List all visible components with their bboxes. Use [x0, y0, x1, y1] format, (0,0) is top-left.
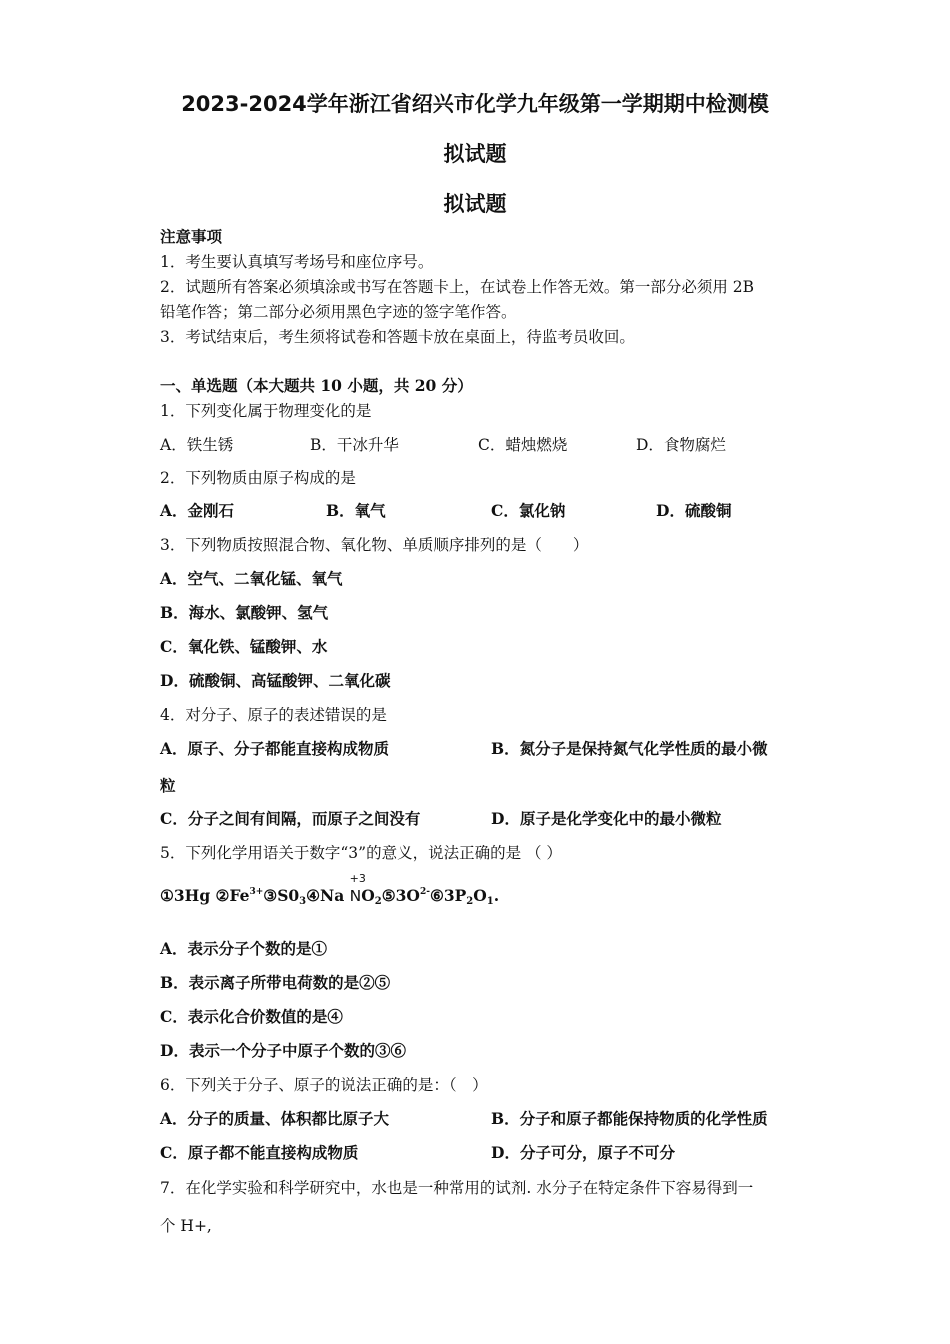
- formula-part-4: O: [361, 886, 375, 905]
- notice-item-2-cont: 铅笔作答；第二部分必须用黑色字迹的签字笔作答。: [160, 303, 517, 321]
- notice-item-3: 3．考试结束后，考生须将试卷和答题卡放在桌面上，待监考员收回。: [160, 328, 635, 346]
- notice-heading: 注意事项: [160, 227, 223, 246]
- formula-part-1: ①3Hg ②Fe: [160, 886, 250, 905]
- q5-formula: [160, 872, 500, 907]
- exam-title-line3: 拟试题: [443, 192, 507, 216]
- q1-option-c: C．蜡烛燃烧: [478, 436, 568, 454]
- exam-title-line2: 拟试题: [443, 142, 507, 166]
- formula-part-6: ⑥3P: [429, 886, 467, 905]
- q6-option-c: C．原子都不能直接构成物质: [160, 1143, 359, 1162]
- p-subscript: 2: [466, 896, 474, 907]
- formula-part-3: ④Na: [306, 886, 350, 905]
- q2-option-b: B．氧气: [326, 501, 386, 520]
- valence-mark: +3: [349, 872, 366, 885]
- exam-title-line1: 2023-2024学年浙江省绍兴市化学九年级第一学期期中检测模: [181, 92, 769, 116]
- q4-stem: 4．对分子、原子的表述错误的是: [160, 706, 387, 724]
- q1-option-d: D．食物腐烂: [636, 436, 726, 454]
- notice-item-1: 1．考生要认真填写考场号和座位序号。: [160, 253, 434, 271]
- q2-option-d: D．硫酸铜: [656, 501, 732, 520]
- q7-stem-line2: 个 H+,: [160, 1217, 212, 1235]
- formula-part-7: O: [473, 886, 487, 905]
- q5-option-a: A．表示分子个数的是①: [160, 939, 328, 958]
- o2-subscript: 1: [486, 896, 494, 907]
- q5-option-c: C．表示化合价数值的是④: [160, 1007, 343, 1026]
- s-subscript: 3: [299, 896, 307, 907]
- nitrogen-with-valence: [349, 872, 366, 905]
- q1-option-b: B．干冰升华: [310, 436, 399, 454]
- q3-option-c: C．氧化铁、锰酸钾、水: [160, 637, 328, 656]
- q2-option-a: A．金刚石: [160, 501, 235, 520]
- o-charge: 2-: [419, 887, 430, 897]
- q4-option-a: A．原子、分子都能直接构成物质: [160, 739, 390, 758]
- q3-option-a: A．空气、二氧化锰、氧气: [160, 569, 343, 588]
- notice-item-2: 2．试题所有答案必须填涂或书写在答题卡上，在试卷上作答无效。第一部分必须用 2B: [160, 278, 755, 296]
- q6-stem: 6．下列关于分子、原子的说法正确的是：（ ）: [160, 1076, 488, 1094]
- q2-stem: 2．下列物质由原子构成的是: [160, 469, 356, 487]
- q6-option-b: B．分子和原子都能保持物质的化学性质: [491, 1109, 768, 1128]
- q5-option-b: B．表示离子所带电荷数的是②⑤: [160, 973, 391, 992]
- formula-part-8: .: [493, 886, 500, 905]
- q5-stem: 5．下列化学用语关于数字“3”的意义，说法正确的是 （ ）: [160, 844, 562, 862]
- q3-option-b: B．海水、氯酸钾、氢气: [160, 603, 329, 622]
- q3-option-d: D．硫酸铜、高锰酸钾、二氧化碳: [160, 671, 391, 690]
- section-heading: 一、单选题（本大题共 10 小题，共 20 分）: [160, 376, 473, 395]
- q6-option-d: D．分子可分，原子不可分: [491, 1143, 675, 1162]
- q1-option-a: A．铁生锈: [160, 436, 234, 454]
- q3-stem: 3．下列物质按照混合物、氧化物、单质顺序排列的是（ ）: [160, 536, 589, 554]
- q4-option-b-cont: 粒: [160, 776, 176, 795]
- q4-option-b: B．氮分子是保持氮气化学性质的最小微: [491, 739, 768, 758]
- nitrogen-symbol: N: [349, 887, 362, 905]
- q6-option-a: A．分子的质量、体积都比原子大: [160, 1109, 390, 1128]
- q5-option-d: D．表示一个分子中原子个数的③⑥: [160, 1041, 406, 1060]
- fe-charge: 3+: [249, 887, 264, 897]
- q2-option-c: C．氯化钠: [491, 501, 566, 520]
- q4-option-c: C．分子之间有间隔，而原子之间没有: [160, 809, 421, 828]
- q7-stem-line1: 7．在化学实验和科学研究中，水也是一种常用的试剂. 水分子在特定条件下容易得到一: [160, 1179, 754, 1197]
- o-subscript: 2: [374, 896, 382, 907]
- formula-part-2: ③S0: [263, 886, 300, 905]
- q1-stem: 1．下列变化属于物理变化的是: [160, 402, 372, 420]
- formula-part-5: ⑤3O: [381, 886, 420, 905]
- q4-option-d: D．原子是化学变化中的最小微粒: [491, 809, 722, 828]
